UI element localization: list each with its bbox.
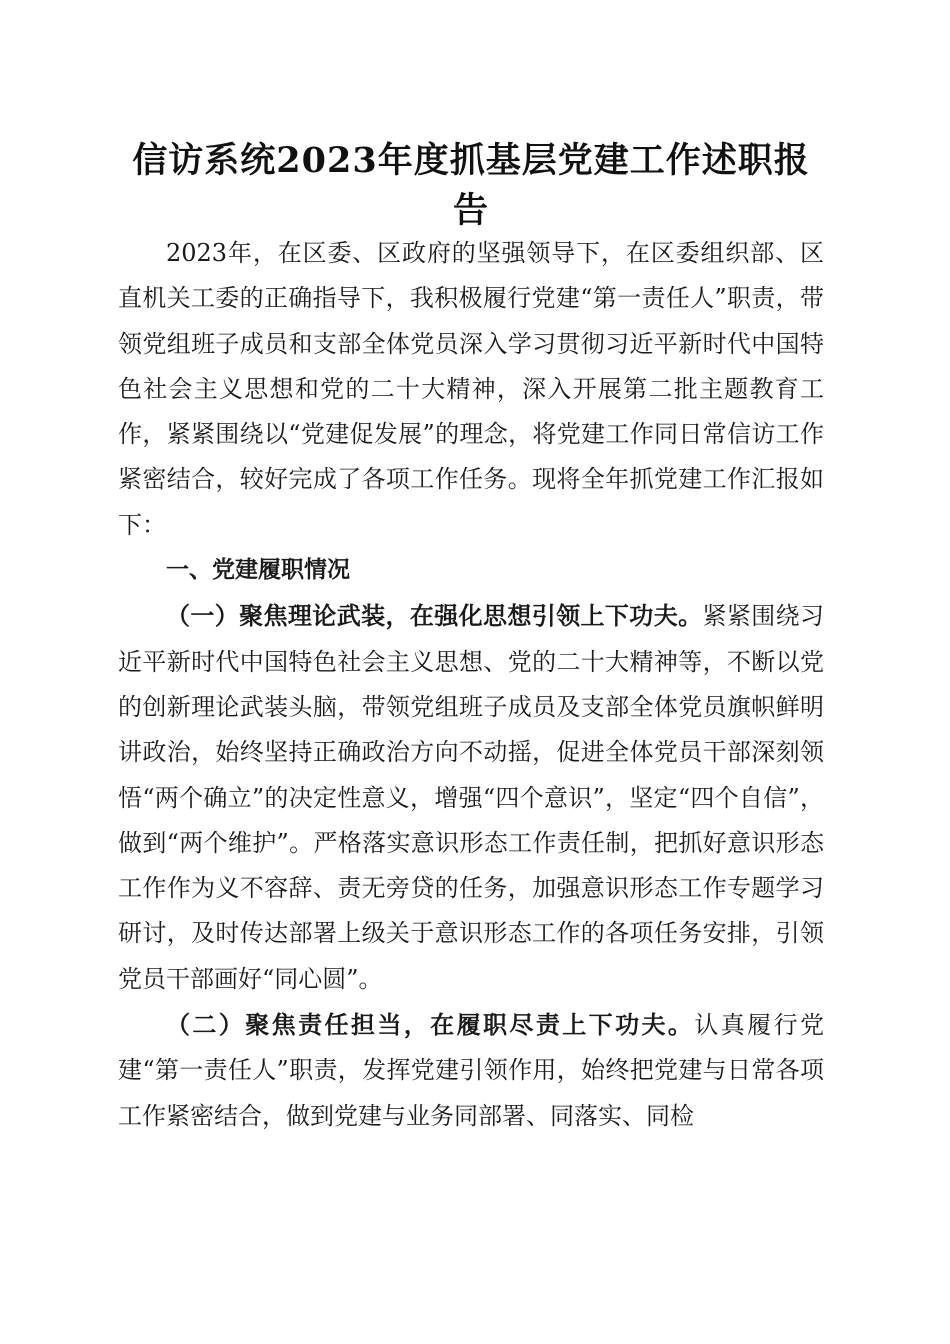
- subsection-paragraph-theory: [118, 593, 824, 1002]
- subsection-text-theory: 紧紧围绕习近平新时代中国特色社会主义思想、党的二十大精神等，不断以党的创新理论武装头脑，带领党组班子成员及支部全体党员旗帜鲜明讲政治，始终坚持正确政治方向不动摇，促进全体党员干部深刻领悟“两个确立”的决定性意义，增强“四个意识”，坚定“四个自信”，做到“两个维护”。严格落实意识形态工作责任制，把抓好意识形态工作作为义不容辞、责无旁贷的任务，加强意识形态工作专题学习研讨，及时传达部署上级关于意识形态工作的各项任务安排，引领党员干部画好“同心圆”。: [118, 602, 825, 993]
- subsection-lead-responsibility: （二）聚焦责任担当，在履职尽责上下功夫。: [166, 1010, 695, 1040]
- intro-paragraph: 2023年，在区委、区政府的坚强领导下，在区委组织部、区直机关工委的正确指导下，我积极履行党建“第一责任人”职责，带领党组班子成员和支部全体党员深入学习贯彻习近平新时代中国特色社会主义思想和党的二十大精神，深入开展第二批主题教育工作，紧紧围绕以“党建促发展”的理念，将党建工作同日常信访工作紧密结合，较好完成了各项工作任务。现将全年抓党建工作汇报如下：: [118, 239, 824, 539]
- subsection-lead-theory: （一）聚焦理论武装，在强化思想引领上下功夫。: [166, 601, 703, 631]
- document-body: [118, 231, 824, 1139]
- subsection-paragraph-responsibility: [118, 1002, 824, 1139]
- subsection-text-responsibility: 认真履行党建“第一责任人”职责，发挥党建引领作用，始终把党建与日常各项工作紧密结合，做到党建与业务同部署、同落实、同检: [118, 1011, 825, 1130]
- document-title: 信访系统2023年度抓基层党建工作述职报告: [132, 140, 810, 231]
- section-heading-party-building: 一、党建履职情况: [166, 557, 350, 584]
